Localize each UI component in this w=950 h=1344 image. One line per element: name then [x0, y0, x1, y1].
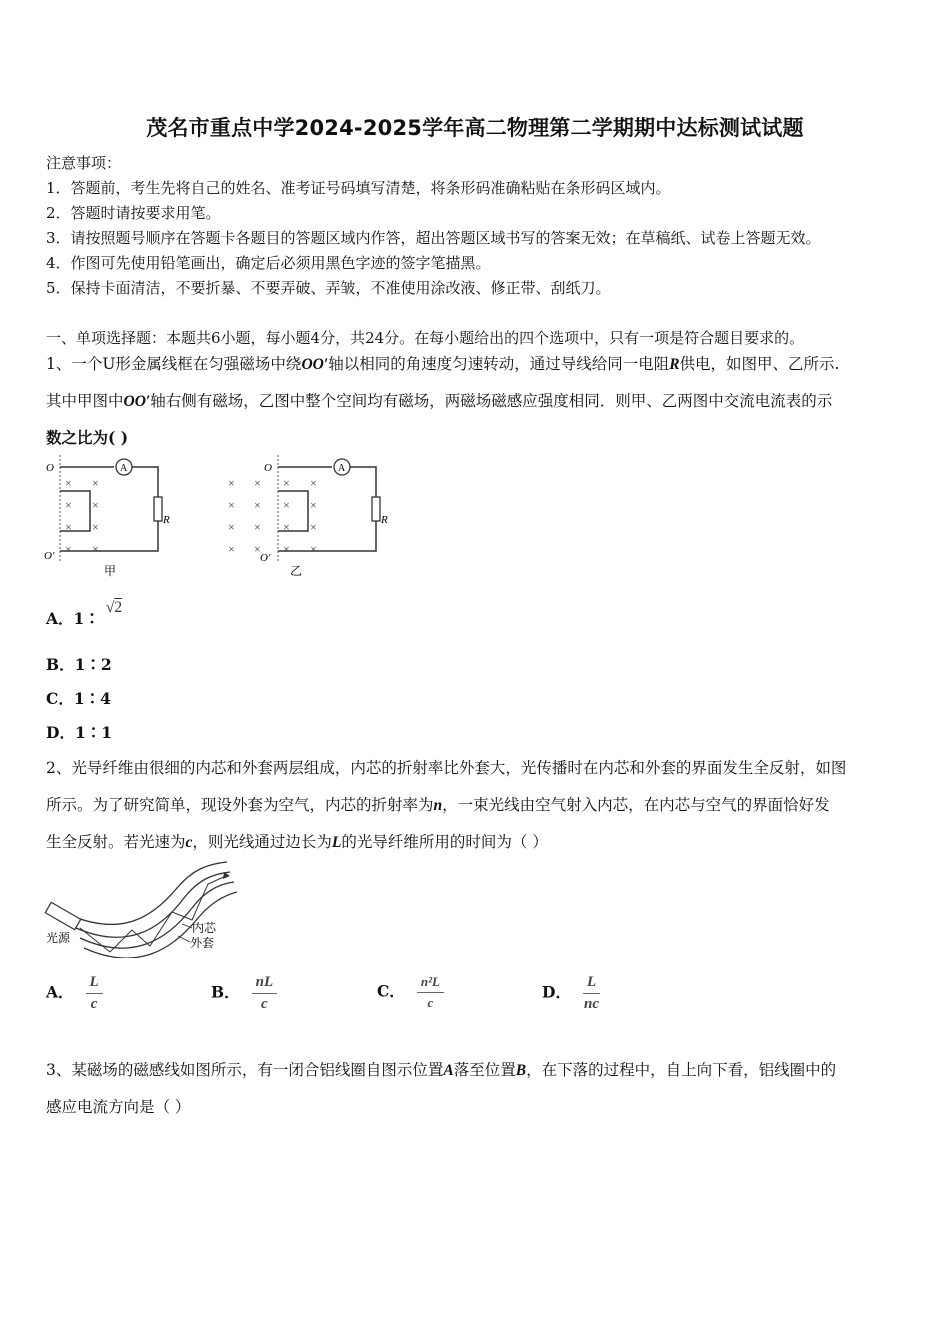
circuit-yi — [228, 455, 388, 578]
svg-text:×: × — [283, 542, 290, 556]
notice-item-1: 1．答题前，考生先将自己的姓名、准考证号码填写清楚，将条形码准确粘贴在条形码区域内。 — [46, 179, 671, 197]
svg-text:乙: 乙 — [290, 564, 303, 578]
page-title: 茂名市重点中学2024-2025学年高二物理第二学期期中达标测试试题 — [146, 116, 804, 140]
notice-item-5: 5．保持卡面清洁，不要折暴、不要弄破、弄皱，不准使用涂改液、修正带、刮纸刀。 — [46, 279, 611, 297]
svg-text:×: × — [254, 542, 261, 556]
q2-fiber-figure — [42, 858, 242, 958]
q3-line-2: 感应电流方向是（ ） — [46, 1098, 191, 1116]
svg-text:×: × — [310, 498, 317, 512]
svg-text:×: × — [310, 476, 317, 490]
svg-text:×: × — [254, 520, 261, 534]
svg-text:×: × — [310, 520, 317, 534]
svg-text:×: × — [92, 520, 99, 534]
svg-text:A: A — [338, 463, 346, 474]
svg-text:光源: 光源 — [46, 931, 71, 945]
svg-text:×: × — [65, 520, 72, 534]
q1-option-a[interactable]: A．1∶√2 — [46, 599, 123, 628]
q2-option-d[interactable]: D． $\frac{L}{nc}$ — [542, 974, 600, 1012]
svg-text:×: × — [228, 476, 235, 490]
q2-line-2: 所示。为了研究简单，现设外套为空气，内芯的折射率为n，一束光线由空气射入内芯，在内芯与空气的界面恰好发 — [46, 796, 830, 814]
q2-line-3: 生全反射。若光速为c，则光线通过边长为L的光导纤维所用的时间为（ ） — [46, 833, 548, 851]
q1-option-b[interactable]: B．1∶2 — [46, 655, 112, 674]
notice-item-3: 3．请按照题号顺序在答题卡各题目的答题区域内作答，超出答题区域书写的答案无效；在草稿纸、试卷上答题无效。 — [46, 229, 821, 247]
svg-text:×: × — [283, 520, 290, 534]
svg-text:内芯: 内芯 — [192, 921, 217, 935]
svg-text:外套: 外套 — [190, 936, 215, 950]
q2-option-b[interactable]: B． $\frac{nL}{c}$ — [211, 974, 277, 1013]
svg-text:×: × — [92, 542, 99, 556]
svg-text:×: × — [92, 498, 99, 512]
q3-line-1: 3、某磁场的磁感线如图所示，有一闭合铝线圈自图示位置A落至位置B，在下落的过程中，自上向下看，铝线圈中的 — [46, 1061, 837, 1079]
q2-line-1: 2、光导纤维由很细的内芯和外套两层组成，内芯的折射率比外套大，光传播时在内芯和外套的界面发生全反射，如图 — [46, 759, 847, 777]
svg-text:×: × — [228, 542, 235, 556]
svg-text:O: O — [46, 462, 54, 474]
notice-item-4: 4．作图可先使用铅笔画出，确定后必须用黑色字迹的签字笔描黑。 — [46, 254, 491, 272]
svg-text:×: × — [228, 498, 235, 512]
q1-option-d[interactable]: D．1∶1 — [46, 723, 113, 742]
svg-text:×: × — [65, 476, 72, 490]
svg-text:O: O — [264, 462, 272, 474]
svg-text:×: × — [310, 542, 317, 556]
svg-text:×: × — [283, 476, 290, 490]
svg-text:R: R — [163, 514, 170, 526]
q2-option-a[interactable]: A． $\frac{L}{c}$ — [46, 974, 103, 1013]
q1-line-3: 数之比为( ) — [46, 428, 129, 447]
svg-text:R: R — [381, 514, 388, 526]
svg-text:O′: O′ — [44, 550, 55, 562]
svg-text:×: × — [254, 476, 261, 490]
circuit-jia — [44, 455, 170, 578]
svg-text:×: × — [92, 476, 99, 490]
q1-option-c[interactable]: C．1∶4 — [46, 689, 111, 708]
q1-figure — [40, 455, 410, 580]
q2-option-c[interactable]: C． $\frac{\text{n²L}}{c}$ — [377, 974, 444, 1011]
svg-text:×: × — [254, 498, 261, 512]
svg-text:×: × — [65, 498, 72, 512]
svg-text:甲: 甲 — [104, 564, 117, 578]
svg-text:×: × — [65, 542, 72, 556]
q1-line-2: 其中甲图中OO′轴右侧有磁场，乙图中整个空间均有磁场，两磁场磁感应强度相同．则甲、乙两图中交流电流表的示 — [46, 392, 833, 410]
svg-text:A: A — [120, 463, 128, 474]
notice-heading: 注意事项： — [46, 154, 122, 172]
svg-text:×: × — [283, 498, 290, 512]
q1-line-1: 1、一个U形金属线框在匀强磁场中绕OO′轴以相同的角速度匀速转动，通过导线给同一电阻R供电，如图甲、乙所示. — [46, 355, 840, 373]
svg-text:O′: O′ — [260, 552, 271, 564]
svg-text:×: × — [228, 520, 235, 534]
section-heading: 一、单项选择题：本题共6小题，每小题4分，共24分。在每小题给出的四个选项中，只有一项是符合题目要求的。 — [46, 329, 805, 347]
notice-item-2: 2．答题时请按要求用笔。 — [46, 204, 221, 222]
